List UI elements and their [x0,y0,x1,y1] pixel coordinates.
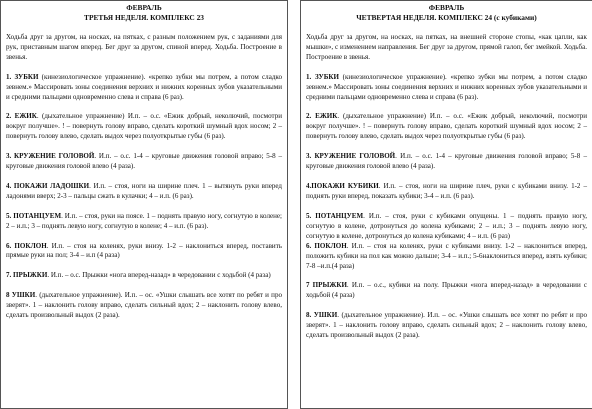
exercise-name: 2. ЕЖИК [6,112,37,121]
exercise-name: 4.ПОКАЖИ КУБИКИ [306,181,379,190]
exercise-name: 3. КРУЖЕНИЕ ГОЛОВОЙ [6,152,95,161]
exercise-text: . (дыхательное упражнение) И.п. – о.с. «Ежик добрый, неколючий, посмотри вокруг получше». ! – повернуть голову вправо, сделать короткий шумный вдох носом; 2 – повернуть голову влево, сделать выдох через полуоткрытые губы (6 раз). [6,112,282,141]
exercise-text: . И.п. – о.с., кубики на полу. Прыжки «нога вперед-назад» в чередовании с ходьбой (4 раза) [306,281,587,300]
exercise-item [6,271,282,281]
complex-title: ЧЕТВЕРТАЯ НЕДЕЛЯ. КОМПЛЕКС 24 (с кубиками) [356,13,537,22]
exercise-name: 7 ПРЫЖКИ [306,281,347,290]
exercise-name: 7. ПРЫЖКИ [6,271,48,280]
exercise-name: 6. ПОКЛОН [6,241,47,250]
exercise-text: (кинезиологическое упражнение). «крепко зубки мы потрем, а потом сладко зевнем.» Массировать зоны соединения верхних и нижних коренных зубов указательными и средними пальцами одновременно слева и справа (6 раз). [6,72,282,101]
exercise-item [306,152,587,172]
intro-paragraph: Ходьба друг за другом, на носках, на пятках, с разным положением рук, с заданиями для рук, приставным шагом вперед. Бег друг за другом, спиной вперед. Ходьба. Построение в звенья. [6,32,282,61]
exercise-text: . (дыхательное упражнение) И.п. – о.с. «Ежик добрый, неколючий, посмотри вокруг получше». ! – повернуть голову вправо, сделать короткий шумный вдох носом; 2 – повернуть голову влево, сделать выдох через полуоткрытые губы (6 раз). [306,112,587,141]
month-heading: ФЕВРАЛЬ [428,3,465,12]
exercise-text: . И.п. – стоя на коленях, руки внизу. 1-2 – наклониться вперед, поставить прямые руки на пол; 3-4 – и.п (4 раза) [6,241,282,260]
exercise-text: . И.п. – о.с. 1-4 – круговые движения головой вправо; 5-8 – круговые движения головой влево (4 раза). [6,152,282,171]
exercise-item [6,212,282,232]
exercise-name: 2. ЕЖИК [306,112,338,121]
exercise-item [306,212,587,242]
intro-paragraph: Ходьба друг за другом, на носках, на пятках, на внешней стороне стопы, «как цапли, как мышки», с изменением направления. Бег друг за другом, прямой галоп, бег змейкой. Ходьба. Построение в звенья. [306,32,587,61]
exercise-item [306,73,587,103]
exercise-text: . (дыхательное упражнение). И.п. – ос. «Ушки слышать все хотят по ребят и про зверят». 1 – наклонить голову вправо, сделать сильный вдох; 2 – наклонить голову влево, сделать произвольный выдох (2 раза). [6,291,282,320]
left-page [0,0,288,409]
exercise-item [6,152,282,172]
exercise-name: 5. ПОТАНЦУЕМ [306,211,364,220]
exercise-item [6,182,282,202]
exercise-item [6,73,282,103]
exercise-name: 5. ПОТАНЦУЕМ [6,211,62,220]
right-page [300,0,592,409]
exercise-name: 1. ЗУБКИ [306,72,339,81]
exercise-text: . И.п. – о.с. 1-4 – круговые движения головой вправо; 5-8 – круговые движения головой влево (4 раза). [306,152,587,171]
exercise-text: . И.п. – стоя на коленях, руки с кубиками внизу. 1-2 – наклониться вперед, положить кубики на пол как можно дальше; 3-4 – и.п.; 5-6наклониться вперед, взять кубики; 7-8 –и.п.(4 раза) [306,241,587,270]
exercise-text: (кинезиологическое упражнение). «крепко зубки мы потрем, а потом сладко зевнем.» Массировать зоны соединения верхних и нижних коренных зубов указательными и средними пальцами одновременно слева и справа (6 раз). [306,72,587,101]
exercise-text: . И.п. – стоя, ноги на ширине плеч. 1 – вытянуть руки вперед ладонями вверх; 2-3 – пальцы сжать в кулачки; 4 – и.п. (6 раз). [6,181,282,200]
exercise-text: . И.п. – стоя, руки с кубиками опущены. 1 – поднять правую ногу, согнутую в колене, дотронуться до колена кубиками; 2 – и.п.; 3 – поднять левую ногу, согнутую в колене, дотронуться до колена кубиками; 4 – и.п. (6 раз) [306,211,588,240]
exercise-text: . И.п. – стоя, ноги на ширине плеч, руки с кубиками внизу. 1-2 – поднять руки вперед, показать кубики; 3-4 – и.п. (6 раз). [306,181,587,200]
exercise-name: 8. УШКИ [306,311,338,320]
exercise-item [6,242,282,262]
exercise-item [306,281,587,301]
exercise-name: 8 УШКИ [6,291,36,300]
exercise-name: 3. КРУЖЕНИЕ ГОЛОВОЙ [306,152,396,161]
exercise-name: 1. ЗУБКИ [6,72,39,81]
exercise-item [306,242,587,272]
month-heading: ФЕВРАЛЬ [126,3,162,12]
exercise-item [306,311,587,341]
exercise-name: 4. ПОКАЖИ ЛАДОШКИ [6,181,90,190]
exercise-item [306,182,587,202]
exercise-text: . И.п. – о.с. Прыжки «нога вперед-назад» в чередовании с ходьбой (4 раза) [47,271,271,280]
exercise-name: 6. ПОКЛОН [306,241,347,250]
exercise-item [6,112,282,142]
exercise-item [6,291,282,321]
exercise-text: . И.п. – стоя, руки на поясе. 1 – поднять правую ногу, согнутую в колене; 2 – и.п.; 3 – поднять левую ногу, согнутую в колене; 4 – и.п. (6 раз). [6,211,282,230]
exercise-item [306,112,587,142]
complex-title: ТРЕТЬЯ НЕДЕЛЯ. КОМПЛЕКС 23 [84,13,204,22]
exercise-text: . (дыхательное упражнение). И.п. – ос. «Ушки слышать все хотят по ребят и про зверят». 1 – наклонить голову вправо, сделать сильный вдох; 2 – наклонить голову влево, сделать произвольный выдох (2 раза). [306,311,587,340]
